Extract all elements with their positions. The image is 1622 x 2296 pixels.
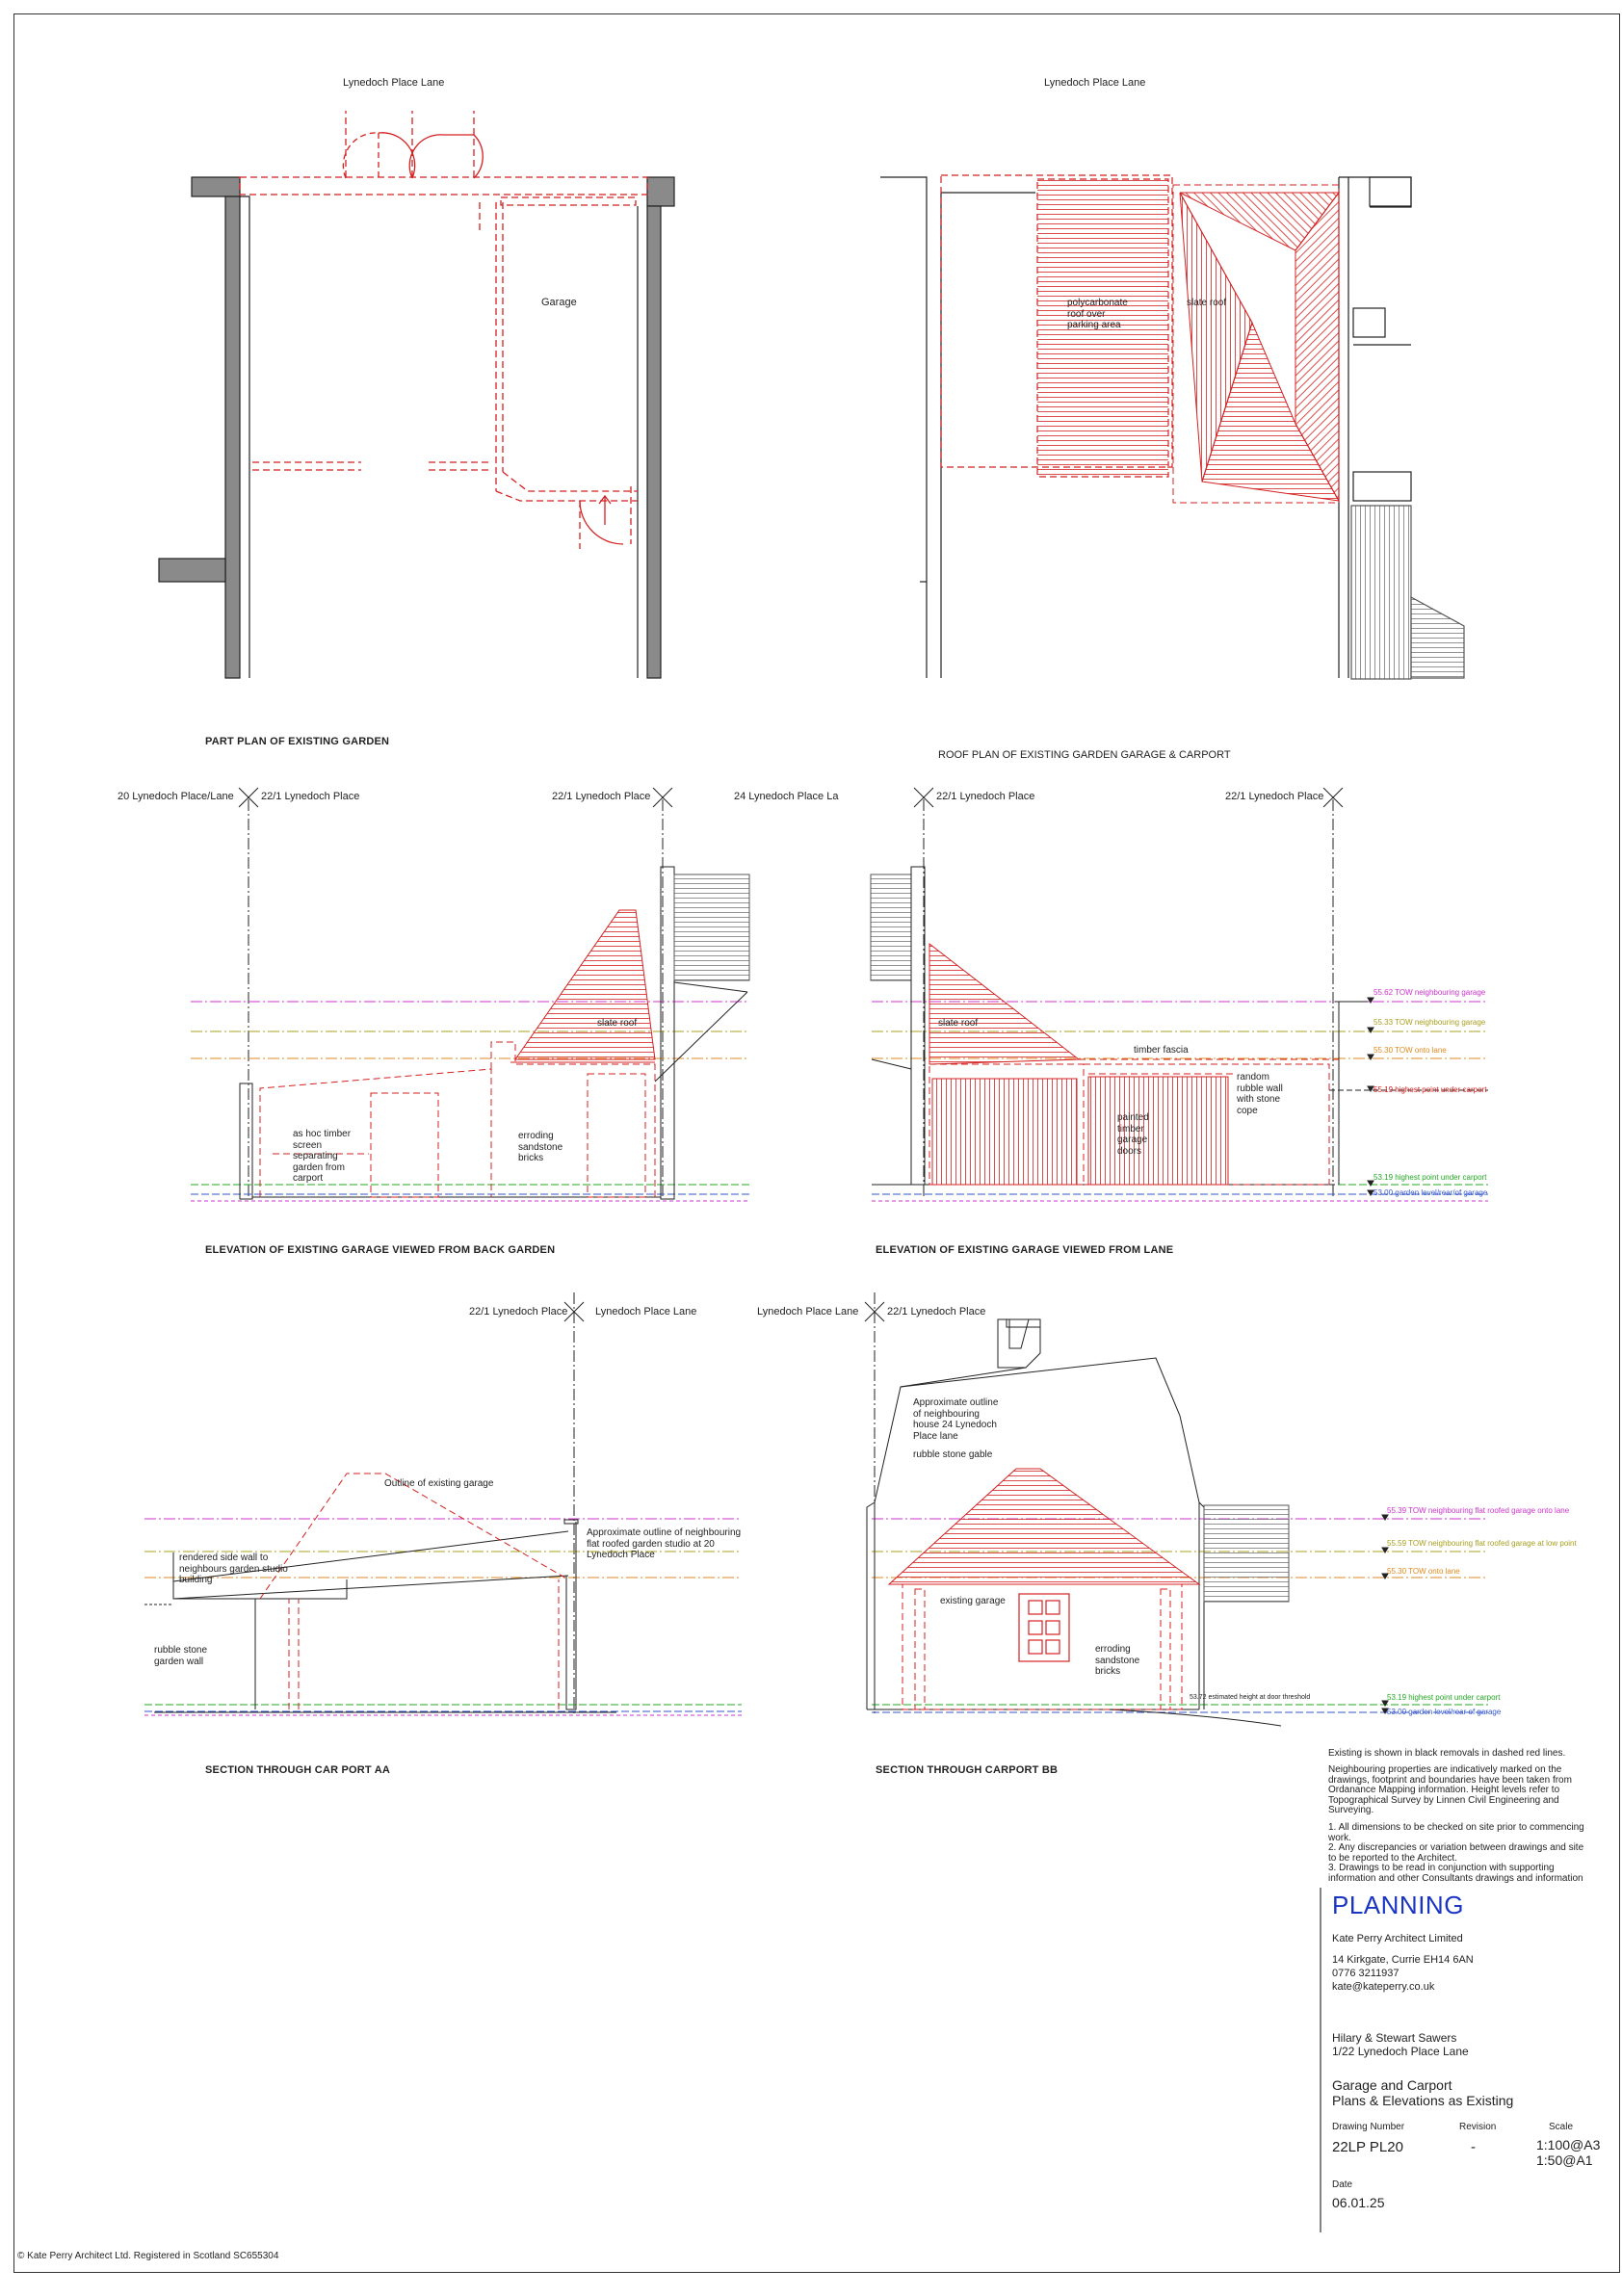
- grid-label-22-1-left: 22/1 Lynedoch Place: [261, 791, 360, 802]
- date-value: 06.01.25: [1332, 2195, 1385, 2210]
- timber-screen-label: as hoc timber screen separating garden from carport: [293, 1129, 352, 1184]
- level-label: 55.39 TOW neighbouring flat roofed garage onto lane: [1387, 1506, 1570, 1515]
- rendered-wall-label: rendered side wall to neighbours garden studio building: [179, 1552, 288, 1585]
- grid-label-24-lynedoch: 24 Lynedoch Place La: [734, 791, 839, 802]
- bb-grid-label-right: 22/1 Lynedoch Place: [887, 1306, 986, 1318]
- lane-grid-label-right: 22/1 Lynedoch Place: [1225, 791, 1324, 802]
- level-label: 53.00 garden level/rear of garage: [1387, 1708, 1502, 1716]
- level-label: 53.19 highest point under carport: [1387, 1693, 1501, 1702]
- back-garden-elevation: [191, 788, 749, 1201]
- outline-existing-garage-label: Outline of existing garage: [384, 1478, 494, 1489]
- note-numbered: 1. All dimensions to be checked on site prior to commencing work. 2. Any discrepancies or variation between drawings and site to be reported to the Architect. 3. Drawings to be read in conjunction with supporting information and other Consultants drawings and information: [1328, 1822, 1584, 1884]
- garden-plan-title: PART PLAN OF EXISTING GARDEN: [205, 736, 390, 747]
- aa-grid-label-right: Lynedoch Place Lane: [595, 1306, 697, 1318]
- existing-garage-label: existing garage: [940, 1596, 1006, 1606]
- back-elevation-title: ELEVATION OF EXISTING GARAGE VIEWED FROM BACK GARDEN: [205, 1244, 556, 1256]
- approx-studio-label: Approximate outline of neighbouring flat roofed garden studio at 20 Lynedoch Place: [587, 1527, 742, 1560]
- bb-eroding-label: erroding sandstone bricks: [1095, 1644, 1140, 1677]
- level-label: 53.19 highest point under carport: [1373, 1173, 1487, 1182]
- level-label: 55.30 TOW onto lane: [1387, 1567, 1460, 1576]
- planning-status: PLANNING: [1332, 1891, 1464, 1919]
- level-label: 55.19 highest point under carport: [1373, 1085, 1487, 1094]
- aa-grid-label-left: 22/1 Lynedoch Place: [469, 1306, 568, 1318]
- bb-grid-label-left: Lynedoch Place Lane: [757, 1306, 859, 1318]
- scale-a3: 1:100@A3: [1536, 2137, 1601, 2152]
- lane-elevation-title: ELEVATION OF EXISTING GARAGE VIEWED FROM LANE: [876, 1244, 1174, 1256]
- roof-plan-title: ROOF PLAN OF EXISTING GARDEN GARAGE & CARPORT: [938, 749, 1231, 761]
- garage-label: Garage: [541, 297, 577, 308]
- polycarbonate-label: polycarbonate roof over parking area: [1067, 298, 1128, 330]
- drawing-number-label: Drawing Number: [1332, 2122, 1405, 2132]
- section-aa-title: SECTION THROUGH CAR PORT AA: [205, 1764, 390, 1776]
- grid-label-20-lynedoch: 20 Lynedoch Place/Lane: [118, 791, 234, 802]
- back-slate-roof-label: slate roof: [597, 1018, 638, 1029]
- rubble-garden-wall-label: rubble stone garden wall: [154, 1645, 208, 1667]
- door-threshold-label: 53.72 estimated height at door threshold: [1190, 1694, 1311, 1701]
- scale-a1: 1:50@A1: [1536, 2152, 1593, 2168]
- roof-lane-label: Lynedoch Place Lane: [1044, 77, 1146, 89]
- painted-doors-label: painted timber garage doors: [1117, 1112, 1149, 1157]
- revision-label: Revision: [1459, 2122, 1497, 2132]
- roof-plan: [880, 175, 1464, 679]
- garden-plan: [159, 111, 674, 678]
- approx-house-label: Approximate outline of neighbouring house 24 Lynedoch Place lane: [913, 1397, 999, 1442]
- grid-label-22-1-right: 22/1 Lynedoch Place: [552, 791, 651, 802]
- note-neighbouring: Neighbouring properties are indicatively marked on the drawings, footprint and boundaries have been taken from Ordanance Mapping information. Height levels refer to Topographical Survey by Linnen Civil Engineering and Surveying.: [1328, 1764, 1572, 1815]
- level-label: 55.30 TOW onto lane: [1373, 1046, 1447, 1055]
- level-label: 55.62 TOW neighbouring garage: [1373, 988, 1486, 997]
- copyright-notice: © Kate Perry Architect Ltd. Registered in Scotland SC655304: [17, 2251, 279, 2261]
- level-label: 53.00 garden level/rear/of garage: [1373, 1188, 1488, 1197]
- revision-value: -: [1471, 2139, 1476, 2155]
- company-name: Kate Perry Architect Limited: [1332, 1933, 1463, 1944]
- level-label: 55.33 TOW neighbouring garage: [1373, 1018, 1486, 1027]
- company-phone: 0776 3211937: [1332, 1968, 1400, 1979]
- section-aa: [144, 1292, 742, 1716]
- drawing-subtitle: Plans & Elevations as Existing: [1332, 2093, 1514, 2108]
- rubble-gable-label: rubble stone gable: [913, 1449, 993, 1460]
- drawing-title: Garage and Carport: [1332, 2077, 1452, 2093]
- drawing-number: 22LP PL20: [1332, 2139, 1403, 2155]
- section-bb-title: SECTION THROUGH CARPORT BB: [876, 1764, 1059, 1776]
- level-label: 55.59 TOW neighbouring flat roofed garage at low point: [1387, 1539, 1577, 1548]
- scale-label: Scale: [1549, 2122, 1574, 2132]
- lane-slate-roof-label: slate roof: [938, 1018, 979, 1029]
- garden-lane-label: Lynedoch Place Lane: [343, 77, 445, 89]
- client-address: 1/22 Lynedoch Place Lane: [1332, 2045, 1469, 2058]
- company-email: kate@kateperry.co.uk: [1332, 1981, 1435, 1993]
- company-address: 14 Kirkgate, Currie EH14 6AN: [1332, 1954, 1474, 1966]
- lane-grid-label-left: 22/1 Lynedoch Place: [936, 791, 1035, 802]
- eroding-bricks-label: erroding sandstone bricks: [518, 1131, 563, 1163]
- date-label: Date: [1332, 2179, 1353, 2190]
- timber-fascia-label: timber fascia: [1134, 1045, 1189, 1056]
- rubble-wall-label: random rubble wall with stone cope: [1237, 1072, 1283, 1116]
- client-name: Hilary & Stewart Sawers: [1332, 2031, 1457, 2045]
- note-existing: Existing is shown in black removals in dashed red lines.: [1328, 1748, 1566, 1759]
- slate-roof-label: slate roof: [1187, 298, 1227, 308]
